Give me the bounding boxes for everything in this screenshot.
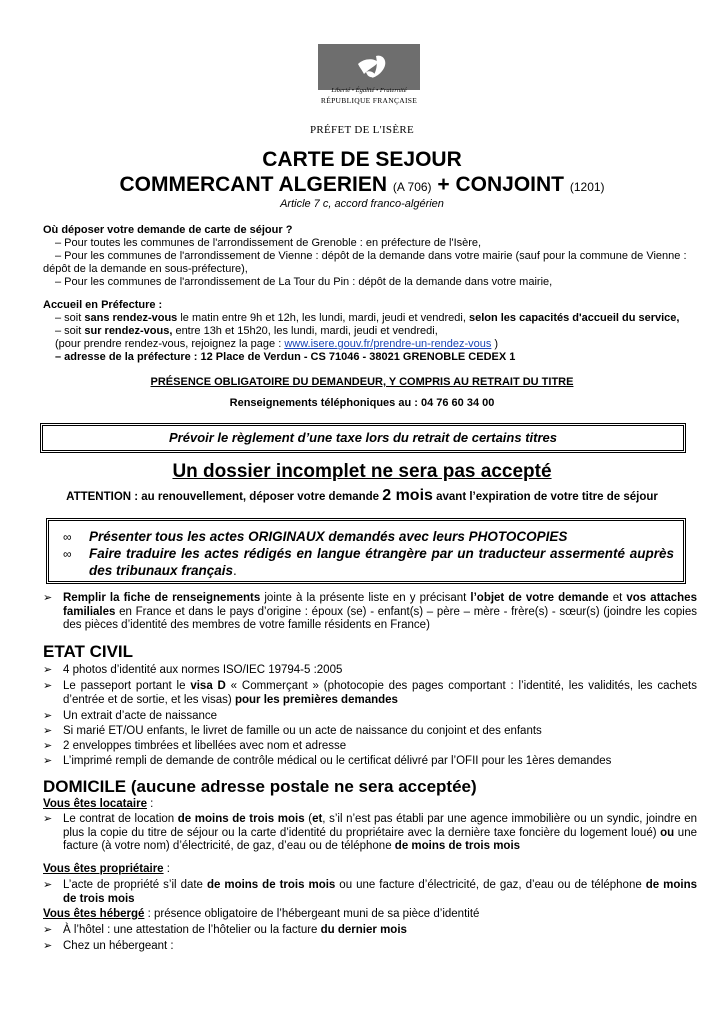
rendez-vous-link[interactable]: www.isere.gouv.fr/prendre-un-rendez-vous xyxy=(284,338,492,350)
accueil-line-3: (pour prendre rendez-vous, rejoignez la page : www.isere.gouv.fr/prendre-un-rendez-vous ) xyxy=(55,338,499,350)
prefet-label: PRÉFET DE L'ISÈRE xyxy=(309,124,415,136)
title-commercant: COMMERCANT ALGERIEN xyxy=(119,173,387,196)
arrow-bullet-icon: ➢ xyxy=(43,680,53,692)
heberge-label: Vous êtes hébergé : présence obligatoire de l’hébergeant muni de sa pièce d’identité xyxy=(43,908,480,920)
originals-item-2: Faire traduire les actes rédigés en langue étrangère par un traducteur assermenté auprès des tribunaux français. xyxy=(89,546,674,578)
where-section xyxy=(43,224,693,289)
locataire-label: Vous êtes locataire : xyxy=(43,798,154,810)
locataire-item: ➢ Le contrat de location de moins de trois mois (et, s’il n’est pas établi par une agence immobilière ou un syndic, joindre en plus la copie du titre de séjour ou la carte d’identité du propriétaire avec la dernière taxe foncière du logement loué) ou une facture (à votre nom) d’électricité, de gaz, d’eau ou de téléphone de moins de trois mois xyxy=(43,813,697,852)
title-line-1: CARTE DE SEJOUR xyxy=(262,148,462,171)
etat-civil-heading: ETAT CIVIL xyxy=(43,642,134,661)
arrow-bullet-icon: ➢ xyxy=(43,725,53,737)
subtitle: Article 7 c, accord franco-algérien xyxy=(280,198,444,210)
proprietaire-item: ➢ L’acte de propriété s’il date de moins de trois mois ou une facture d’électricité, de gaz, d’eau ou de téléphone de moins de trois mois xyxy=(43,879,697,905)
domicile-heading: DOMICILE (aucune adresse postale ne sera acceptée) xyxy=(43,777,477,796)
etat-civil-item: ➢ 4 photos d’identité aux normes ISO/IEC 19794-5 :2005 xyxy=(43,664,343,676)
presence-notice: PRÉSENCE OBLIGATOIRE DU DEMANDEUR, Y COMPRIS AU RETRAIT DU TITRE xyxy=(150,376,574,388)
phone-info: Renseignements téléphoniques au : 04 76 60 34 00 xyxy=(229,397,495,409)
heberge-item: ➢ Chez un hébergeant : xyxy=(43,940,174,952)
etat-civil-item: ➢ L’imprimé rempli de demande de contrôle médical ou le certificat délivré par l’OFII pour les 1ères demandes xyxy=(43,755,612,767)
title-code-1201: (1201) xyxy=(569,180,605,194)
etat-civil-item: ➢ Un extrait d’acte de naissance xyxy=(43,710,218,722)
motto: Liberté • Égalité • Fraternité xyxy=(331,87,407,94)
taxe-text: Prévoir le règlement d’une taxe lors du retrait de certains titres xyxy=(169,430,557,445)
incomplete-warning: Un dossier incomplet ne sera pas accepté xyxy=(172,461,552,482)
proprietaire-label: Vous êtes propriétaire : xyxy=(43,863,170,875)
arrow-bullet-icon: ➢ xyxy=(43,940,53,952)
arrow-bullet-icon: ➢ xyxy=(43,879,53,891)
originals-box xyxy=(46,518,686,584)
where-heading: Où déposer votre demande de carte de séjour ? xyxy=(43,224,293,236)
etat-civil-item: ➢ Le passeport portant le visa D « Commerçant » (photocopie des pages comportant : l’identité, les validités, les cachets d’entrée et de sortie, et les visas) pour les premières demandes xyxy=(43,680,697,706)
heberge-item: ➢ À l’hôtel : une attestation de l’hôtelier ou la facture du dernier mois xyxy=(43,924,407,936)
title-conjoint: + CONJOINT xyxy=(437,173,564,196)
arrow-bullet-icon: ➢ xyxy=(43,924,53,936)
republic-label: RÉPUBLIQUE FRANÇAISE xyxy=(320,96,418,105)
arrow-bullet-icon: ➢ xyxy=(43,710,53,722)
arrow-bullet-icon: ➢ xyxy=(43,813,53,825)
where-item: dépôt de la demande en sous-préfecture), xyxy=(43,263,248,275)
infinity-icon: ∞ xyxy=(63,547,72,561)
infinity-icon: ∞ xyxy=(63,530,72,544)
accueil-address: – adresse de la préfecture : 12 Place de Verdun - CS 71046 - 38021 GRENOBLE CEDEX 1 xyxy=(55,351,516,363)
republique-francaise-logo xyxy=(318,44,420,90)
attention-line: ATTENTION : au renouvellement, déposer votre demande 2 mois avant l’expiration de votre titre de séjour xyxy=(66,487,658,504)
title-line-2 xyxy=(0,173,724,197)
originals-item-1: Présenter tous les actes ORIGINAUX demandés avec leurs PHOTOCOPIES xyxy=(89,529,568,544)
arrow-bullet-icon: ➢ xyxy=(43,755,53,767)
fiche-item: ➢ Remplir la fiche de renseignements jointe à la présente liste en y précisant l’objet de votre demande et vos attaches familiales en France et dans le pays d’origine : époux (se) - enfant(s) – père – mère - frère(s) - sœur(s) (joindre les copies des pièces d’identité des membres de votre famille résidents en France) xyxy=(43,592,697,631)
accueil-section xyxy=(43,299,693,364)
arrow-bullet-icon: ➢ xyxy=(43,592,53,604)
title-code-a706: (A 706) xyxy=(392,180,432,194)
etat-civil-item: ➢ 2 enveloppes timbrées et libellées avec nom et adresse xyxy=(43,740,347,752)
arrow-bullet-icon: ➢ xyxy=(43,740,53,752)
arrow-bullet-icon: ➢ xyxy=(43,664,53,676)
accueil-line-2: – soit sur rendez-vous, entre 13h et 15h20, les lundi, mardi, jeudi et vendredi, xyxy=(55,325,438,337)
etat-civil-item: ➢ Si marié ET/OU enfants, le livret de famille ou un acte de naissance du conjoint et des enfants xyxy=(43,725,542,737)
where-item: – Pour les communes de l'arrondissement de Vienne : dépôt de la demande dans votre mairie (sauf pour la commune de Vienne : xyxy=(55,250,687,262)
accueil-heading: Accueil en Préfecture : xyxy=(43,299,163,311)
where-item: – Pour les communes de l'arrondissement de La Tour du Pin : dépôt de la demande dans votre mairie, xyxy=(55,276,553,288)
accueil-line-1: – soit sans rendez-vous le matin entre 9h et 12h, les lundi, mardi, jeudi et vendredi, selon les capacités d'accueil du service, xyxy=(55,312,680,324)
where-item: – Pour toutes les communes de l'arrondissement de Grenoble : en préfecture de l'Isère, xyxy=(55,237,482,249)
taxe-box xyxy=(40,423,686,453)
